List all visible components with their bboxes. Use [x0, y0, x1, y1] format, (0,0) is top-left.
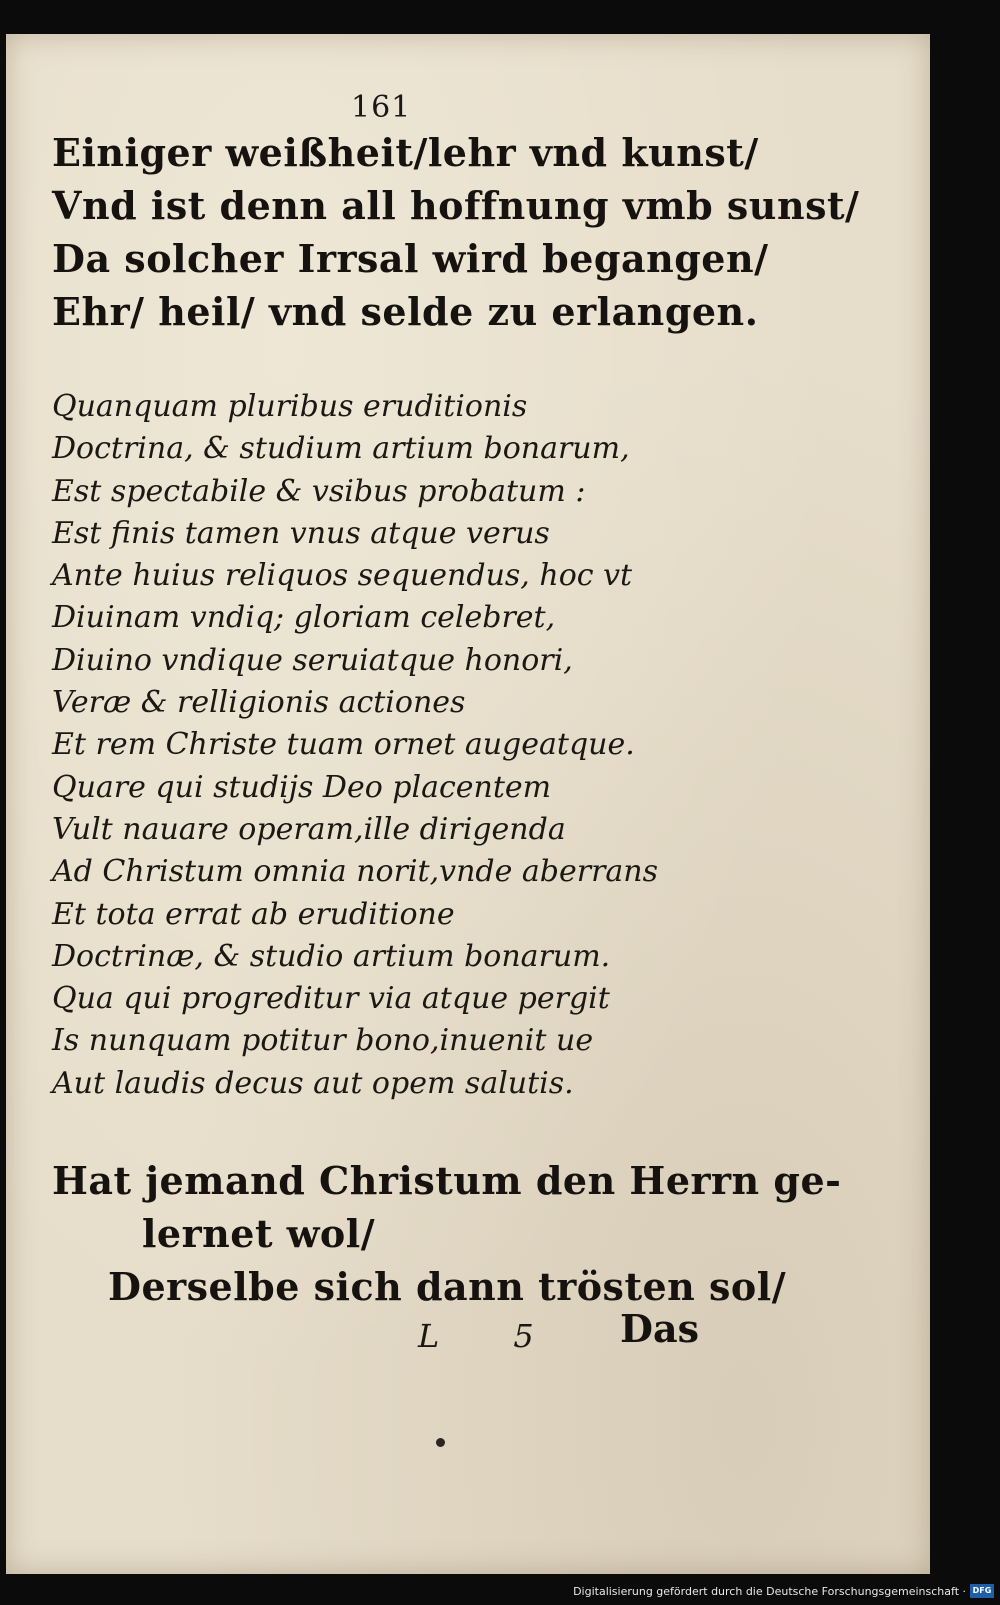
latin-line: Et tota errat ab eruditione: [52, 896, 455, 932]
verse-line: Ehr/ heil/ vnd selde zu erlangen.: [52, 289, 759, 334]
latin-line: Ad Christum omnia norit,vnde aberrans: [52, 854, 659, 890]
german-verse-bottom: [52, 1154, 841, 1313]
latin-line: Veræ & relligionis actiones: [52, 685, 466, 721]
verse-line: lernet wol/: [142, 1211, 376, 1256]
verse-line: Vnd ist denn all hoffnung vmb sunst/: [52, 183, 860, 228]
latin-line: Quanquam pluribus eruditionis: [52, 389, 528, 424]
signature-mark: L 5: [418, 1317, 566, 1355]
latin-line: Diuino vndique seruiatque honori,: [52, 642, 573, 678]
verse-line: Da solcher Irrsal wird begangen/: [52, 236, 769, 281]
book-page: [6, 34, 930, 1574]
latin-line: Is nunquam potitur bono,inuenit ue: [52, 1023, 594, 1059]
latin-line: Ante huius reliquos sequendus, hoc vt: [52, 558, 633, 594]
latin-line: Et rem Christe tuam ornet augeatque.: [52, 727, 635, 763]
latin-line: Vult nauare operam,ille dirigenda: [52, 811, 566, 847]
latin-line: Doctrina, & studium artium bonarum,: [52, 431, 630, 467]
ink-spot: [436, 1438, 445, 1447]
verse-line: Einiger weißheit/lehr vnd kunst/: [52, 130, 759, 175]
catchword: Das: [620, 1306, 699, 1351]
latin-line: Doctrinæ, & studio artium bonarum.: [52, 938, 611, 974]
latin-line: Diuinam vndiq; gloriam celebret,: [52, 600, 556, 636]
latin-line: Est spectabile & vsibus probatum :: [52, 473, 586, 509]
latin-line: Qua qui progreditur via atque pergit: [52, 981, 610, 1017]
latin-verse: [52, 386, 658, 1105]
german-verse-top: [52, 126, 859, 338]
page-number: 161: [351, 90, 412, 125]
verse-line: Derselbe sich dann trösten sol/: [108, 1264, 787, 1309]
verse-line: Hat jemand Christum den Herrn ge-: [52, 1158, 842, 1203]
dfg-logo-icon: DFG: [970, 1584, 994, 1598]
latin-line: Aut laudis decus aut opem salutis.: [52, 1065, 574, 1101]
latin-line: Quare qui studijs Deo placentem: [52, 769, 552, 805]
footer-credit: Digitalisierung gefördert durch die Deutsche Forschungsgemeinschaft ·: [573, 1585, 966, 1598]
latin-line: Est finis tamen vnus atque verus: [52, 515, 550, 551]
